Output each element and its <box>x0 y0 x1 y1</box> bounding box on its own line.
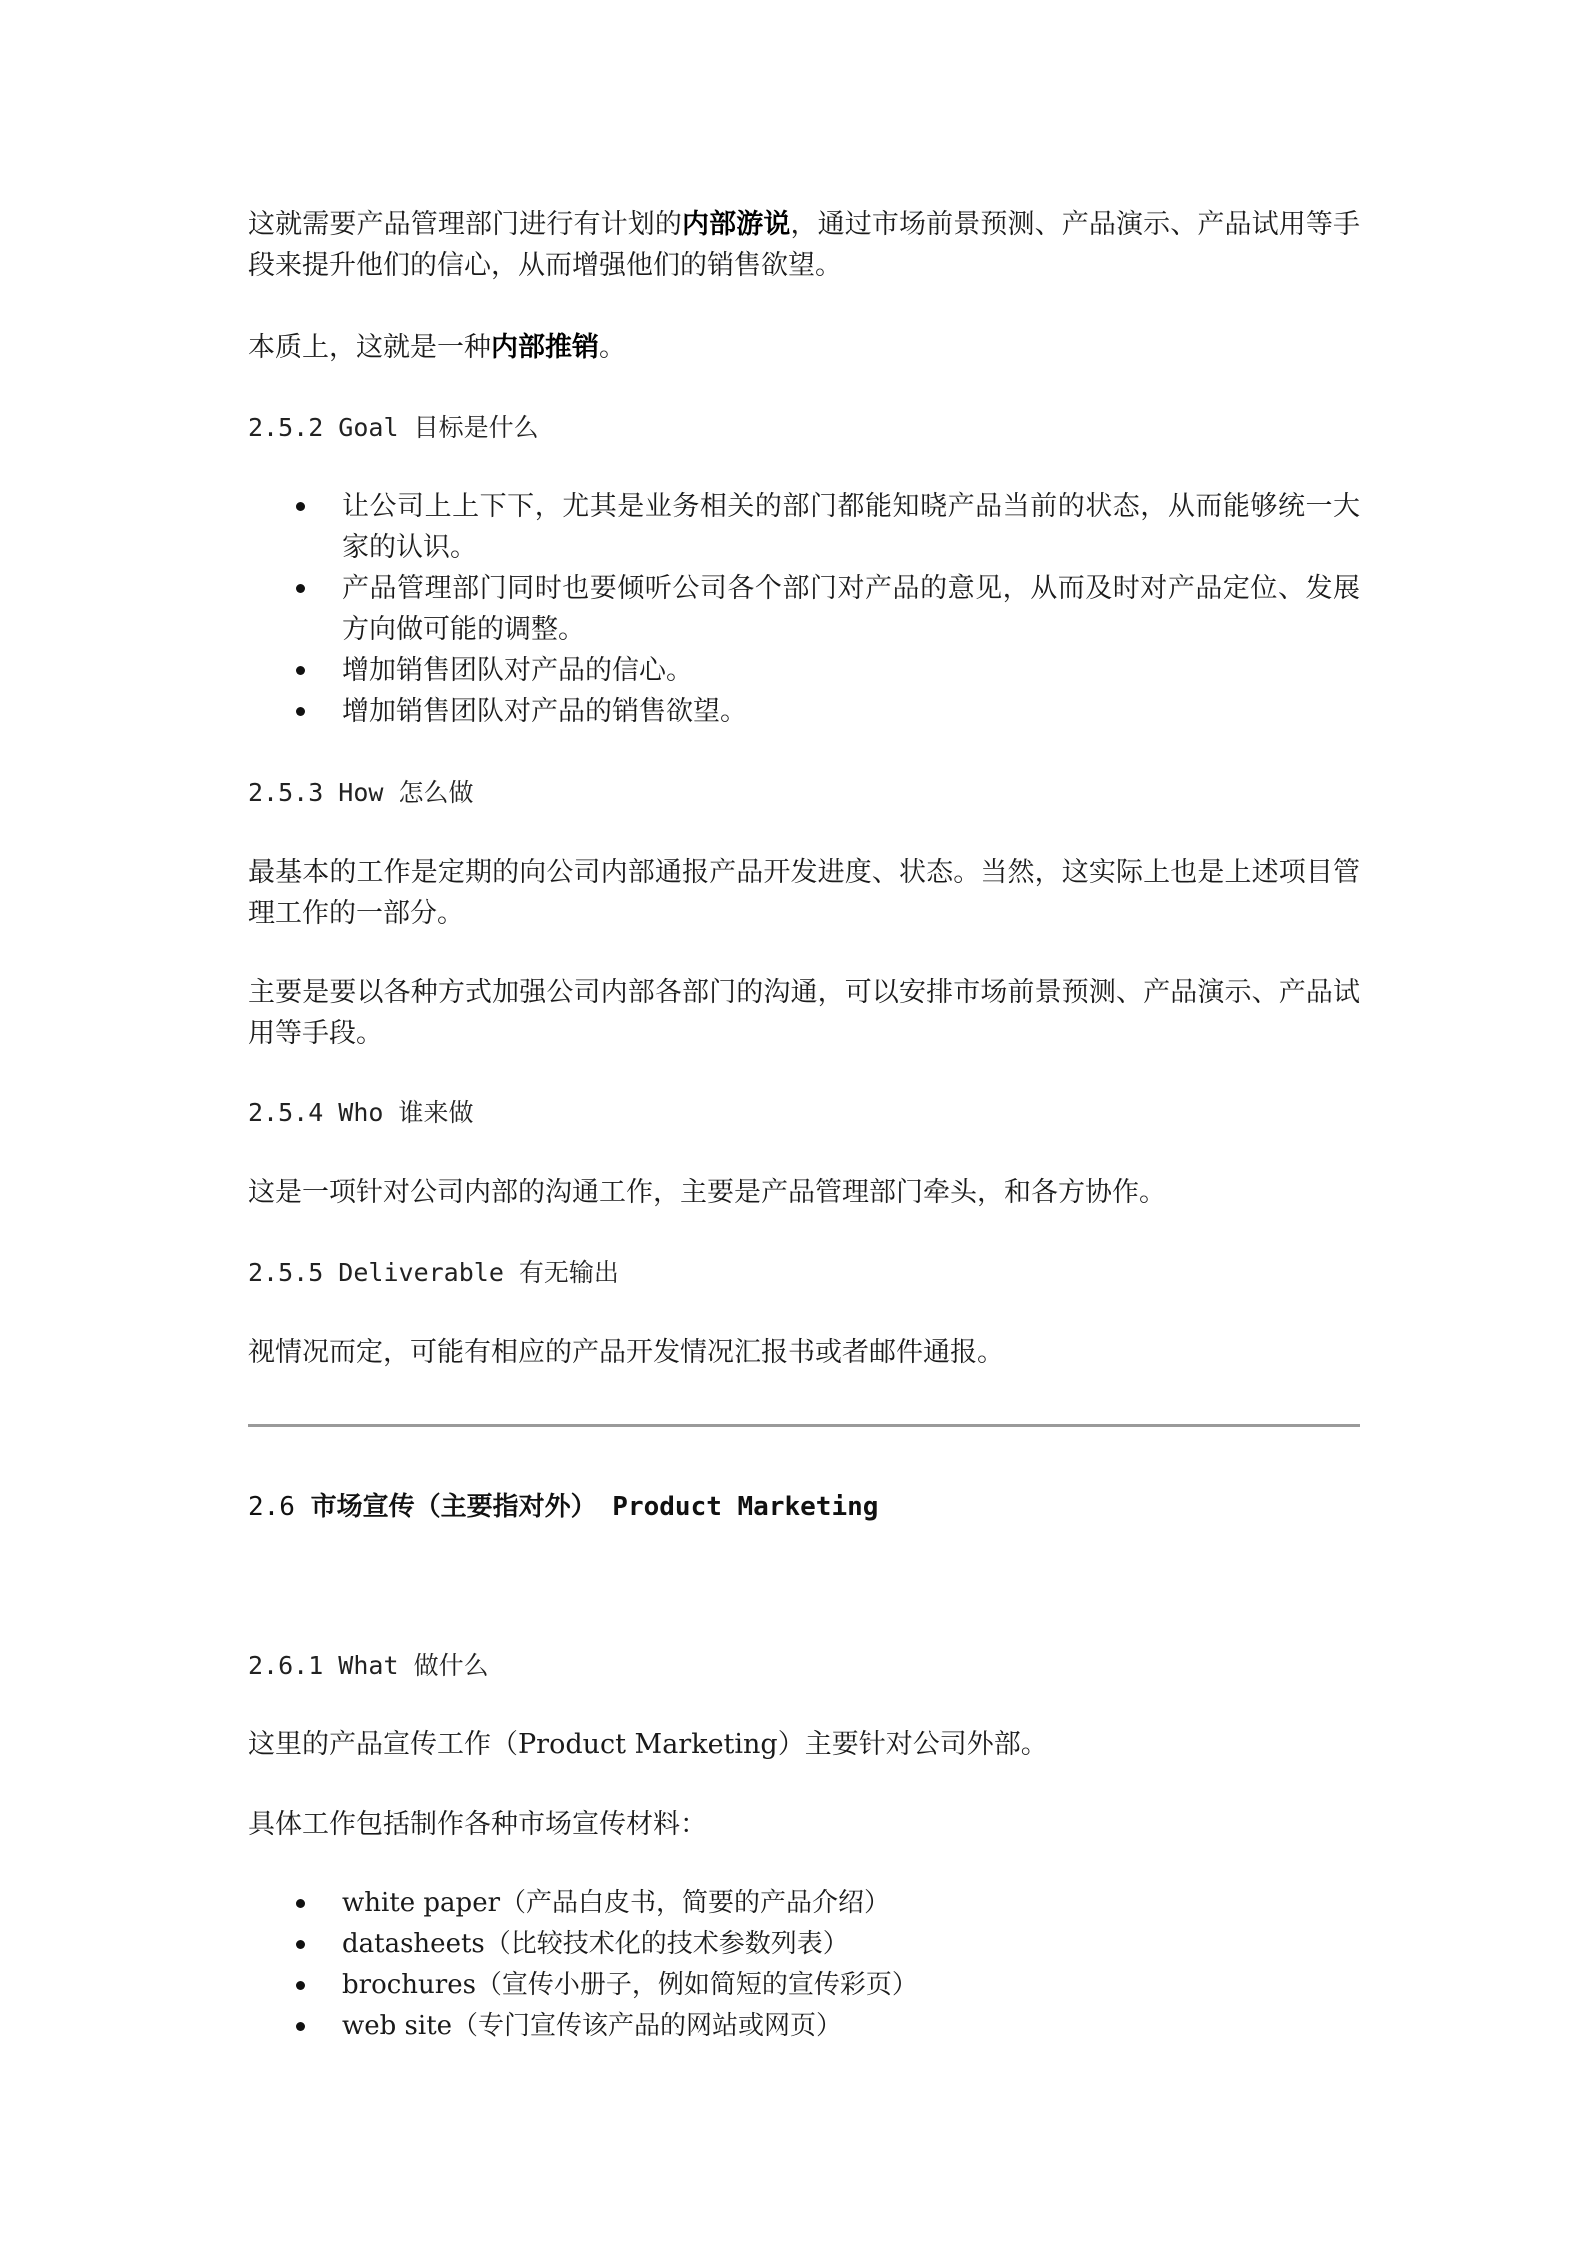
intro-p1-bold-term: 内部游说 <box>682 209 791 240</box>
intro-p2-text-before: 本质上，这就是一种 <box>248 332 491 363</box>
how-paragraph-2: 主要是要以各种方式加强公司内部各部门的沟通，可以安排市场前景预测、产品演示、产品试用等手段。 <box>248 977 1360 1049</box>
list-item <box>248 2006 1360 2047</box>
list-item <box>248 486 1360 568</box>
heading-2-5-2: 2.5.2 Goal 目标是什么 <box>248 413 539 442</box>
heading-2-5-3: 2.5.3 How 怎么做 <box>248 778 474 807</box>
list-item-text: white paper（产品白皮书，简要的产品介绍） <box>342 1888 891 1918</box>
bullet-icon <box>296 1899 305 1908</box>
intro-p2-text-after: 。 <box>599 332 626 363</box>
list-item <box>248 568 1360 650</box>
bullet-icon <box>296 584 305 593</box>
list-item <box>248 1965 1360 2006</box>
list-item-text: 增加销售团队对产品的信心。 <box>342 655 693 686</box>
bullet-icon <box>296 1981 305 1990</box>
goal-list <box>248 486 1360 732</box>
deliverable-paragraph: 视情况而定，可能有相应的产品开发情况汇报书或者邮件通报。 <box>248 1337 1004 1368</box>
section-number: 2.6 <box>248 1492 295 1522</box>
list-item <box>248 1883 1360 1924</box>
materials-list <box>248 1883 1360 2047</box>
intro-paragraph-2 <box>248 327 1360 368</box>
intro-p1-text-after: ，通过市场前景预测、产品演示、产品试用等手段来提升他们的信心，从而增强他们的销售欲望。 <box>248 209 1360 281</box>
list-item <box>248 691 1360 732</box>
heading-2-5-4: 2.5.4 Who 谁来做 <box>248 1098 474 1127</box>
list-item <box>248 650 1360 691</box>
who-paragraph: 这是一项针对公司内部的沟通工作，主要是产品管理部门牵头，和各方协作。 <box>248 1177 1166 1208</box>
bullet-icon <box>296 502 305 511</box>
intro-p2-bold-term: 内部推销 <box>491 332 599 363</box>
how-paragraph-1: 最基本的工作是定期的向公司内部通报产品开发进度、状态。当然，这实际上也是上述项目管理工作的一部分。 <box>248 857 1360 929</box>
list-item-text: datasheets（比较技术化的技术参数列表） <box>342 1929 849 1959</box>
bullet-icon <box>296 707 305 716</box>
list-item-text: brochures（宣传小册子，例如简短的宣传彩页） <box>342 1970 918 2000</box>
list-item-text: 产品管理部门同时也要倾听公司各个部门对产品的意见，从而及时对产品定位、发展方向做可能的调整。 <box>342 573 1360 645</box>
section-title-chinese: 市场宣传（主要指对外） <box>310 1492 597 1522</box>
section-title-english: Product Marketing <box>612 1492 879 1522</box>
bullet-icon <box>296 666 305 675</box>
list-item-text: 让公司上上下下，尤其是业务相关的部门都能知晓产品当前的状态，从而能够统一大家的认识。 <box>342 491 1360 563</box>
document-page <box>248 0 1360 2252</box>
bullet-icon <box>296 2022 305 2031</box>
heading-2-5-5: 2.5.5 Deliverable 有无输出 <box>248 1258 619 1287</box>
horizontal-divider <box>248 1424 1360 1427</box>
list-item <box>248 1924 1360 1965</box>
what-paragraph-2: 具体工作包括制作各种市场宣传材料： <box>248 1809 707 1840</box>
list-item-text: 增加销售团队对产品的销售欲望。 <box>342 696 747 727</box>
intro-p1-text-before: 这就需要产品管理部门进行有计划的 <box>248 209 682 240</box>
section-title-2-6 <box>248 1487 1360 1528</box>
intro-paragraph-1 <box>248 204 1360 286</box>
what-paragraph-1: 这里的产品宣传工作（Product Marketing）主要针对公司外部。 <box>248 1729 1048 1760</box>
bullet-icon <box>296 1940 305 1949</box>
heading-2-6-1: 2.6.1 What 做什么 <box>248 1651 489 1680</box>
list-item-text: web site（专门宣传该产品的网站或网页） <box>342 2011 843 2041</box>
